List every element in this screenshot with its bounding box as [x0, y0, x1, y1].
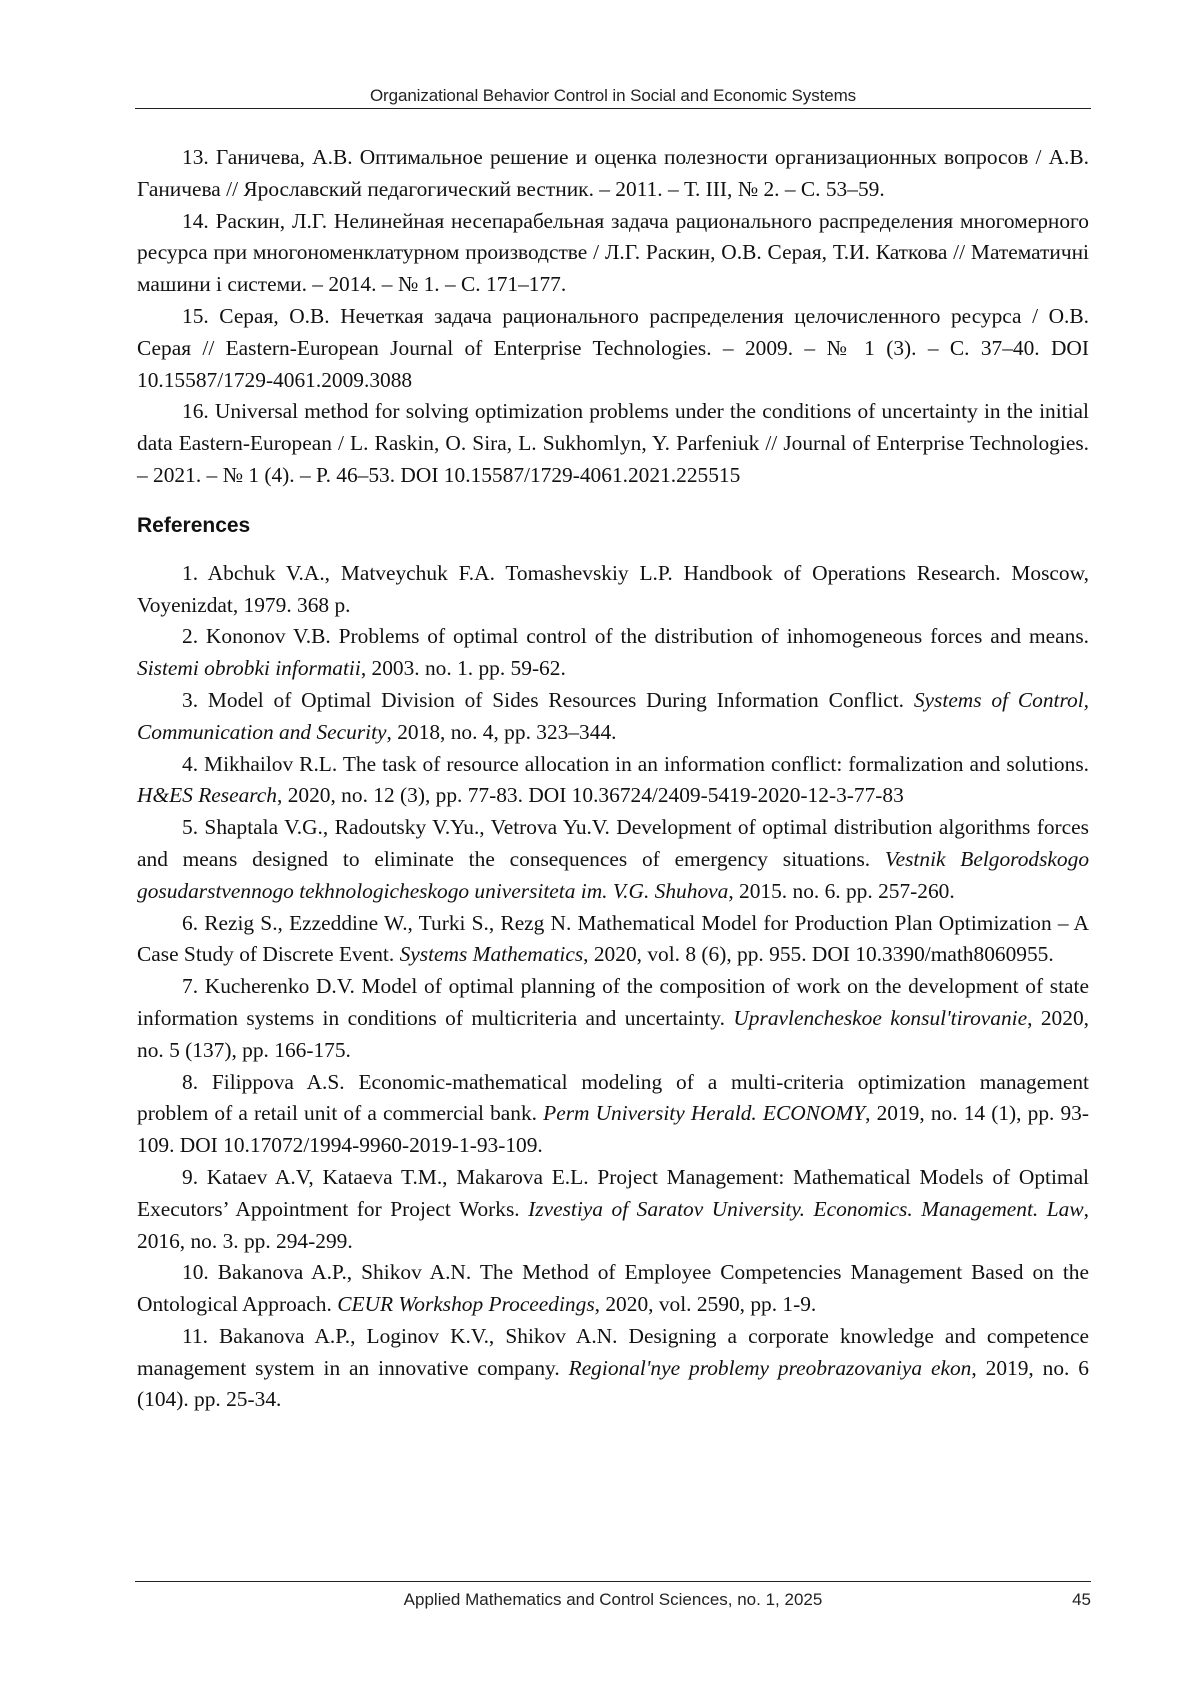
- english-reference-list: [137, 558, 1089, 1417]
- reference-source: H&ES Research: [137, 783, 277, 808]
- reference-details: , 2020, vol. 2590, pp. 1-9.: [594, 1292, 817, 1317]
- reference-source: Upravlencheskoe konsul'tirovanie: [733, 1005, 1028, 1030]
- reference-details: , 2018, no. 4, pp. 323–344.: [386, 719, 617, 744]
- reference-item: [137, 1162, 1089, 1257]
- reference-text: 7. Kucherenko D.V. Model of optimal planning of the composition of work on the development of state information systems in conditions of multicriteria and uncertainty.: [137, 974, 1089, 1030]
- reference-details: , 2020, no. 12 (3), pp. 77-83. DOI 10.36724/2409-5419-2020-12-3-77-83: [277, 783, 904, 808]
- reference-item: 14. Раскин, Л.Г. Нелинейная несепарабельная задача рационального распределения многомерного ресурса при многономенклатурном производстве / Л.Г. Раскин, О.В. Серая, Т.И. Каткова // Математичні машини і системи. – 2014. – № 1. – С. 171–177.: [137, 208, 1089, 297]
- reference-item: [137, 749, 1089, 813]
- reference-details: , 2019, no. 6 (104). pp. 25-34.: [137, 1355, 1090, 1412]
- reference-details: , 2020, no. 5 (137), pp. 166-175.: [137, 1005, 1089, 1062]
- reference-text: 1. Abchuk V.A., Matveychuk F.A. Tomashevskiy L.P. Handbook of Operations Research. Moscow, Voyenizdat, 1979. 368 p.: [137, 560, 1089, 617]
- header-rule: [135, 108, 1091, 109]
- reference-item: [137, 812, 1089, 907]
- page-number: 45: [1072, 1590, 1091, 1609]
- reference-text: 5. Shaptala V.G., Radoutsky V.Yu., Vetrova Yu.V. Development of optimal distribution algorithms forces and means designed to eliminate the consequences of emergency situations.: [137, 815, 1089, 871]
- reference-text: 11. Bakanova A.P., Loginov K.V., Shikov A.N. Designing a corporate knowledge and competence management system in an innovative company.: [137, 1323, 1089, 1380]
- reference-item: [137, 1321, 1089, 1416]
- reference-item: [137, 685, 1089, 749]
- reference-source: Sistemi obrobki informatii: [137, 656, 361, 681]
- reference-text: 4. Mikhailov R.L. The task of resource allocation in an information conflict: formalization and solutions.: [182, 751, 1089, 776]
- reference-details: , 2020, vol. 8 (6), pp. 955. DOI 10.3390/math8060955.: [583, 942, 1054, 967]
- running-header: Organizational Behavior Control in Social and Economic Systems: [369, 86, 857, 105]
- reference-details: , 2019, no. 14 (1), pp. 93-109. DOI 10.17072/1994-9960-2019-1-93-109.: [137, 1101, 1089, 1158]
- reference-source: Systems of Control, Communication and Security: [137, 687, 1089, 744]
- reference-source: CEUR Workshop Proceedings: [337, 1292, 595, 1317]
- references-heading: References: [137, 513, 251, 537]
- reference-source: Regional'nye problemy preobrazovaniya ekon: [568, 1355, 972, 1380]
- reference-item: [137, 971, 1089, 1066]
- reference-text: 3. Model of Optimal Division of Sides Resources During Information Conflict.: [182, 687, 914, 712]
- reference-item: [137, 1067, 1089, 1162]
- reference-text: 6. Rezig S., Ezzeddine W., Turki S., Rezg N. Mathematical Model for Production Plan Optimization – A Case Study of Discrete Event.: [137, 910, 1089, 967]
- reference-details: , 2003. no. 1. pp. 59-62.: [360, 656, 566, 681]
- reference-source: Systems Mathematics: [399, 942, 584, 967]
- reference-text: 9. Kataev A.V, Kataeva T.M., Makarova E.L. Project Management: Mathematical Models of Optimal Executors’ Appointment for Project Works.: [137, 1164, 1089, 1221]
- russian-reference-list: [137, 142, 1089, 492]
- reference-item: [137, 621, 1089, 685]
- reference-details: , 2016, no. 3. pp. 294-299.: [137, 1196, 1089, 1253]
- reference-text: 10. Bakanova A.P., Shikov A.N. The Method of Employee Competencies Management Based on the Ontological Approach.: [137, 1260, 1089, 1317]
- reference-item: 16. Universal method for solving optimization problems under the conditions of uncertainty in the initial data Eastern-European / L. Raskin, O. Sira, L. Sukhomlyn, Y. Parfeniuk // Journal of Enterprise Technologies. – 2021. – № 1 (4). – P. 46–53. DOI 10.15587/1729-4061.2021.225515: [137, 399, 1089, 487]
- reference-item: 13. Ганичева, А.В. Оптимальное решение и оценка полезности организационных вопросов / А.В. Ганичева // Ярославский педагогический вестник. – 2011. – Т. III, № 2. – С. 53–59.: [137, 145, 1089, 201]
- reference-source: Perm University Herald. ECONOMY: [543, 1101, 866, 1126]
- reference-source: Vestnik Belgorodskogo gosudarstvennogo tekhnologicheskogo universiteta im. V.G. Shuhova: [137, 846, 1090, 903]
- footer-rule: [135, 1581, 1091, 1582]
- reference-item: 15. Серая, О.В. Нечеткая задача рационального распределения целочисленного ресурса / О.В. Серая // Eastern-European Journal of Enterprise Technologies. – 2009. – № 1 (3). – С. 37–40. DOI 10.15587/1729-4061.2009.3088: [137, 303, 1089, 392]
- reference-item: [137, 908, 1089, 972]
- reference-text: 2. Kononov V.B. Problems of optimal control of the distribution of inhomogeneous forces and means.: [182, 624, 1089, 649]
- reference-text: 8. Filippova A.S. Economic-mathematical modeling of a multi-criteria optimization management problem of a retail unit of a commercial bank.: [137, 1069, 1089, 1126]
- page-body: [137, 142, 1089, 1416]
- reference-item: [137, 1257, 1089, 1321]
- reference-item: [137, 558, 1089, 622]
- journal-citation: Applied Mathematics and Control Sciences, no. 1, 2025: [403, 1590, 823, 1609]
- reference-details: , 2015. no. 6. pp. 257-260.: [728, 878, 955, 903]
- reference-source: Izvestiya of Saratov University. Economics. Management. Law: [528, 1196, 1084, 1221]
